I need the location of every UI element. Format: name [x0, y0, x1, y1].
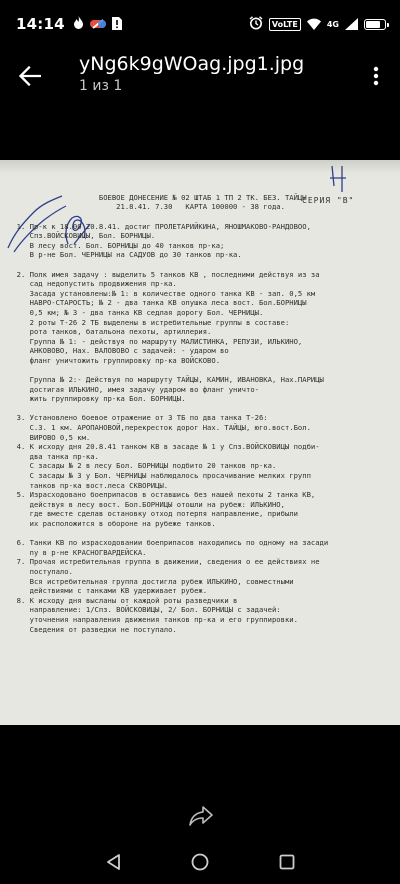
document-line [8, 260, 392, 270]
document-line: 2. Полк имея задачу : выделить 5 танков КВ , последними действуя из за [8, 269, 320, 279]
wifi-icon [307, 15, 321, 34]
sim-alert-icon [112, 15, 122, 34]
document-line: два танка пр-ка. [8, 451, 99, 461]
document-line: С засады № 2 в лесу Бол. БОРНИЦЫ подбито 20 танков пр-ка. [8, 461, 277, 471]
nav-back-triangle-icon [105, 853, 121, 871]
document-line: В р-не Бол. ЧЕРНИЦЫ на САДУОВ до 30 танков пр-ка. [8, 250, 242, 260]
document-line: Группа № 2:- Действуя по маршруту ТАЙЦЫ, КАМИН, ИВАНОВКА, Нах.ПАРИЦЫ [8, 375, 324, 385]
document-line: Группа № 1: - действуя по маршруту МАЛИСТИНКА, РЕПУЗИ, ИЛЬКИНО, [8, 336, 303, 346]
title-block [79, 52, 304, 96]
system-navigation-bar [0, 840, 400, 884]
document-line: действуя в лесу вост. Бол.БОРНИЦЫ отошли на рубеж: ИЛЬКИНО, [8, 499, 285, 509]
back-button[interactable] [10, 56, 50, 96]
document-line: АНКОВОВО, Нах. ВАЛОВОВО с задачей: - ударом во [8, 346, 229, 356]
document-line: 5. Израсходовано боеприпасов в оставшись без нашей пехоты 2 танка КВ, [8, 490, 316, 500]
viewer-app-bar [0, 48, 400, 104]
signal-icon [345, 15, 358, 34]
document-line [8, 164, 392, 174]
document-line [8, 183, 392, 193]
document-line: ny в р-не КРАСНОГВАРДЕЙСКА. [8, 547, 147, 557]
battery-icon [364, 19, 386, 30]
document-line: С засады № 3 у Бол. ЧЕРНИЦЫ наблюдалось просачивание мелких групп [8, 471, 311, 480]
document-line: где вместе сделав остановку отход потерпя направление, прибыли [8, 509, 298, 519]
document-line: Сведения от разведки не поступало. [8, 624, 177, 634]
file-name: yNg6k9gWOag.jpg1.jpg [79, 53, 305, 75]
nav-recents-button[interactable] [273, 848, 301, 876]
document-line: 0,5 км; № 3 - два танка КВ седлая дорогу Бол. ЧЕРНИЦЫ. [8, 307, 264, 317]
document-line: БОЕВОЕ ДОНЕСЕНИЕ № 02 ШТАБ 1 ТП 2 ТК. БЕЗ. ТАЙЦЫ [8, 192, 307, 202]
document-line: танков пр-ка вост.леса СКВОРИЦЫ. [8, 480, 169, 490]
document-line: сад недопустить продвижения пр-ка. [8, 279, 177, 289]
document-line: фланг уничтожить группировку пр-ка ВОЙСКОВО. [8, 355, 221, 365]
document-line [8, 404, 392, 414]
document-line [8, 529, 392, 539]
document-line: 8. К исходу дня высланы от каждой роты разведчики в [8, 595, 238, 605]
nav-recents-square-icon [279, 854, 295, 870]
document-line: действиями с танками КВ удерживает рубеж. [8, 586, 208, 596]
document-line [8, 174, 392, 184]
nav-home-circle-icon [191, 853, 209, 871]
document-line: рота танков, батальона пехоты, артиллерия. [8, 327, 212, 337]
status-bar [0, 0, 400, 48]
document-line: достигая ИЛЬКИНО, имея задачу ударом во фланг уничто- [8, 384, 259, 394]
document-line: поступало. [8, 566, 73, 576]
document-line: 7. Прочая истребительная группа в движении, сведения о ее действиях не [8, 557, 320, 567]
flame-icon [73, 15, 84, 34]
volte-badge: VoLTE [269, 18, 301, 31]
document-line: ВИРОВО 0,5 км. [8, 432, 91, 442]
document-line: Спз.ВОЙСКОВИЦЫ, Бол. БОРНИЦЫ. [8, 231, 156, 241]
system-icons [249, 15, 386, 34]
series-stamp: СЕРИЯ "В" [302, 196, 355, 205]
document-line: НАВРО-СТАРОСТЬ; № 2 - два танка КВ опушка леса вост. Бол.БОРНИЦЫ [8, 298, 307, 308]
document-line [8, 365, 392, 375]
notification-icons [73, 15, 122, 34]
document-line [8, 212, 392, 222]
network-type: 4G [326, 19, 339, 29]
document-image[interactable] [0, 160, 400, 725]
document-line: уточнения направления движения танков пр-ка и его группировки. [8, 614, 298, 624]
more-options-button[interactable] [360, 56, 392, 96]
document-line: 3. Установлено боевое отражение от 3 ТБ по два танка Т-26: [8, 413, 268, 423]
document-line: жить группировку пр-ка Бол. БОРНИЦЫ. [8, 394, 186, 404]
back-arrow-icon [19, 66, 41, 86]
document-line: Вся истребительная группа достигла рубеж ИЛЬКИНО, совместными [8, 576, 294, 586]
document-line: 6. Танки КВ по израсходовании боеприпасов находились по одному на засади [8, 538, 329, 548]
share-button[interactable] [185, 800, 217, 832]
app-icon [90, 15, 106, 34]
document-line: Засада установлены:№ 1: в количестве одного танка КВ - зап. 0,5 км [8, 288, 316, 298]
document-line: их расположится в обороне на рубеже танков. [8, 518, 216, 528]
document-line: 1. Пр-к к 18.00 20.8.41. достиг ПРОЛЕТАРИЙКИНА, ЯНОШМАКОВО-РАНДОВОО, [8, 221, 311, 231]
document-line: В лесу вост. Бол. БОРНИЦЫ до 40 танков пр-ка; [8, 240, 225, 250]
document-line: 2 роты Т-26 2 ТБ выделены в истребительные группы в составе: [8, 317, 290, 327]
alarm-icon [249, 15, 263, 34]
page-counter: 1 из 1 [79, 78, 123, 94]
document-line: 21.8.41. 7.30 КАРТА 100000 - 38 года. [8, 202, 285, 212]
document-text [8, 164, 392, 720]
nav-back-button[interactable] [99, 848, 127, 876]
status-time: 14:14 [16, 15, 65, 33]
document-line: С.З. 1 км. АРОПАНОВОЙ,перекресток дорог Нах. ТАЙЦЫ, югo.вост.Бол. [8, 423, 311, 433]
document-line: 4. К исходу дня 20.8.41 танком КВ в засаде № 1 у Спз.ВОЙСКОВИЦЫ подби- [8, 442, 320, 452]
more-vertical-icon [373, 66, 379, 86]
document-line: направление: 1/Спз. ВОЙСКОВИЦЫ, 2/ Бол. БОРНИЦЫ с задачей: [8, 605, 281, 615]
share-icon [189, 806, 213, 826]
nav-home-button[interactable] [186, 848, 214, 876]
